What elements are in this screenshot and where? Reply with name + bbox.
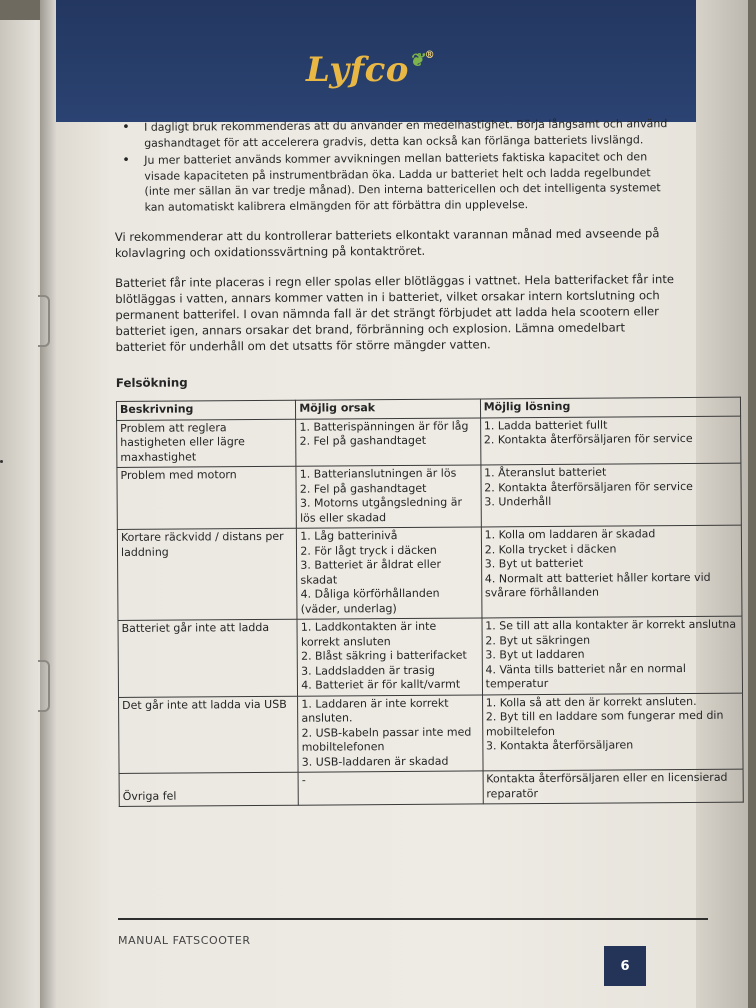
registered-mark: ® xyxy=(424,50,436,61)
left-page-mark xyxy=(0,460,3,463)
cause-line: 2. För lågt tryck i däcken xyxy=(300,543,437,558)
paragraph: Batteriet får inte placeras i regn eller spolas eller blötläggas i vattnet. Hela batterifacket får inte blötläggas i vatten, annars kommer vatten in i batteriet, vilket orsakar intern kortslutning och permanent batterifel. I ovan nämnda fall är det strängt förbjudet att ladda hela scootern eller batteriet igen, annars orsakar det brand, förbränning och explosion. Lämna omedelbart batteriet för underhåll om det utsatts för större mängder vatten. xyxy=(115,272,675,354)
solution-line: 1. Kolla om laddaren är skadad xyxy=(484,527,656,542)
cause-line: 2. Fel på gashandtaget xyxy=(299,481,427,496)
row-solutions xyxy=(481,525,742,618)
leaf-icon: ❦ xyxy=(408,50,425,71)
solution-line: 1. Kolla så att den är korrekt ansluten. xyxy=(485,694,697,709)
troubleshooting-table xyxy=(116,397,744,807)
header-cause: Möjlig orsak xyxy=(296,399,480,419)
row-causes xyxy=(298,771,483,805)
row-causes xyxy=(296,417,481,466)
cause-line: 4. Batteriet är för kallt/varmt xyxy=(301,677,461,692)
row-solutions xyxy=(480,416,741,465)
solution-line: 3. Byt ut laddaren xyxy=(485,647,585,662)
footer-rule xyxy=(118,918,708,920)
row-description: Övriga fel xyxy=(119,772,299,806)
cause-line: 4. Dåliga körförhållanden (väder, underlag) xyxy=(300,586,440,616)
solution-line: 2. Kontakta återförsäljaren för service xyxy=(483,431,693,447)
logo-text: Lyfco xyxy=(306,50,409,90)
solution-line: 2. Byt ut säkringen xyxy=(485,633,591,647)
table-row xyxy=(117,525,742,620)
page-content xyxy=(114,116,737,807)
solution-line: 3. Byt ut batteriet xyxy=(484,556,584,571)
cause-line: 3. Batteriet är åldrat eller skadat xyxy=(300,557,442,587)
section-title: Felsökning xyxy=(115,375,188,390)
row-description: Problem att reglera hastigheten eller lägre maxhastighet xyxy=(117,419,297,468)
staple-top xyxy=(38,295,50,347)
cause-line: 1. Låg batterinivå xyxy=(300,529,398,543)
cause-line: 3. USB-laddaren är skadad xyxy=(301,754,449,769)
bullet-item: • I dagligt bruk rekommenderas att du använder en medelhastighet. Börja långsamt och använd gashandtaget för att accelerera gradvis, detta kan också kan förlänga batteriets livslängd. xyxy=(144,116,674,151)
row-causes xyxy=(297,527,482,619)
table-row xyxy=(119,769,743,806)
table-row xyxy=(117,416,741,468)
cause-line: 1. Batterispänningen är för låg xyxy=(299,419,469,434)
cause-line: - xyxy=(301,773,306,787)
solution-line: 3. Kontakta återförsäljaren xyxy=(485,738,634,753)
header-solution: Möjlig lösning xyxy=(480,397,740,417)
page-number: 6 xyxy=(604,946,646,986)
row-causes xyxy=(297,618,482,696)
solution-line: 1. Återanslut batteriet xyxy=(484,465,607,480)
paragraph: Vi rekommenderar att du kontrollerar batteriets elkontakt varannan månad med avseende på kolavlagring och oxidationssvärtning på kontaktröret. xyxy=(114,226,660,260)
row-solutions xyxy=(482,616,743,694)
row-causes xyxy=(296,465,481,528)
cause-line: 2. Fel på gashandtaget xyxy=(299,433,427,448)
cause-line: 3. Laddsladden är trasig xyxy=(301,663,435,678)
cause-line: 1. Laddkontakten är inte korrekt ansluten xyxy=(300,619,437,649)
solution-line: 1. Se till att alla kontakter är korrekt anslutna xyxy=(485,617,737,633)
cause-line: 1. Laddaren är inte korrekt ansluten. xyxy=(301,696,449,725)
solution-line: 2. Kolla trycket i däcken xyxy=(484,542,617,556)
solution-line: 2. Byt till en laddare som fungerar med din mobiltelefon xyxy=(485,708,724,738)
row-causes xyxy=(298,694,483,772)
row-solutions xyxy=(482,693,743,771)
solution-line: 3. Underhåll xyxy=(484,494,552,509)
row-solutions xyxy=(481,463,742,527)
cause-line: 3. Motorns utgångsledning är lös eller skadad xyxy=(299,495,463,525)
header-band xyxy=(56,0,696,122)
solution-line: 4. Normalt att batteriet håller kortare vid svårare förhållanden xyxy=(484,570,711,600)
cause-line: 2. Blåst säkring i batterifacket xyxy=(300,648,467,663)
solution-line: 2. Kontakta återförsäljaren för service xyxy=(484,479,693,494)
row-description: Batteriet går inte att ladda xyxy=(118,619,298,697)
brand-logo xyxy=(306,50,435,90)
solution-line: 4. Vänta tills batteriet når en normal temperatur xyxy=(485,661,686,691)
solution-line: 1. Ladda batteriet fullt xyxy=(483,418,608,432)
row-description: Det går inte att ladda via USB xyxy=(119,696,299,774)
solution-line: Kontakta återförsäljaren eller en licensierad reparatör xyxy=(486,770,728,800)
cause-line: 1. Batterianslutningen är lös xyxy=(299,466,457,481)
row-description: Problem med motorn xyxy=(117,466,297,529)
manual-title: MANUAL FATSCOOTER xyxy=(118,934,251,947)
table-row xyxy=(118,616,743,697)
cause-line: 2. USB-kabeln passar inte med mobiltelefonen xyxy=(301,725,472,754)
staple-bottom xyxy=(38,660,50,712)
table-row xyxy=(119,693,744,774)
manual-page xyxy=(56,0,748,1008)
bullet-list xyxy=(114,116,675,215)
bullet-item: • Ju mer batteriet används kommer avvikningen mellan batteriets faktiska kapacitet och den visade kapaciteten på instrumentbrädan öka. Ladda ur batteriet helt och ladda regelbundet (inte mer sällan än var tredje månad). Den interna battericellen och det intelligenta systemet kan automatiskt kalibrera elmängden för att förbättra din upplevelse. xyxy=(144,149,674,215)
table-row xyxy=(117,463,741,529)
row-description: Kortare räckvidd / distans per laddning xyxy=(117,528,297,620)
header-description: Beskrivning xyxy=(116,400,295,420)
row-solutions xyxy=(483,769,744,804)
